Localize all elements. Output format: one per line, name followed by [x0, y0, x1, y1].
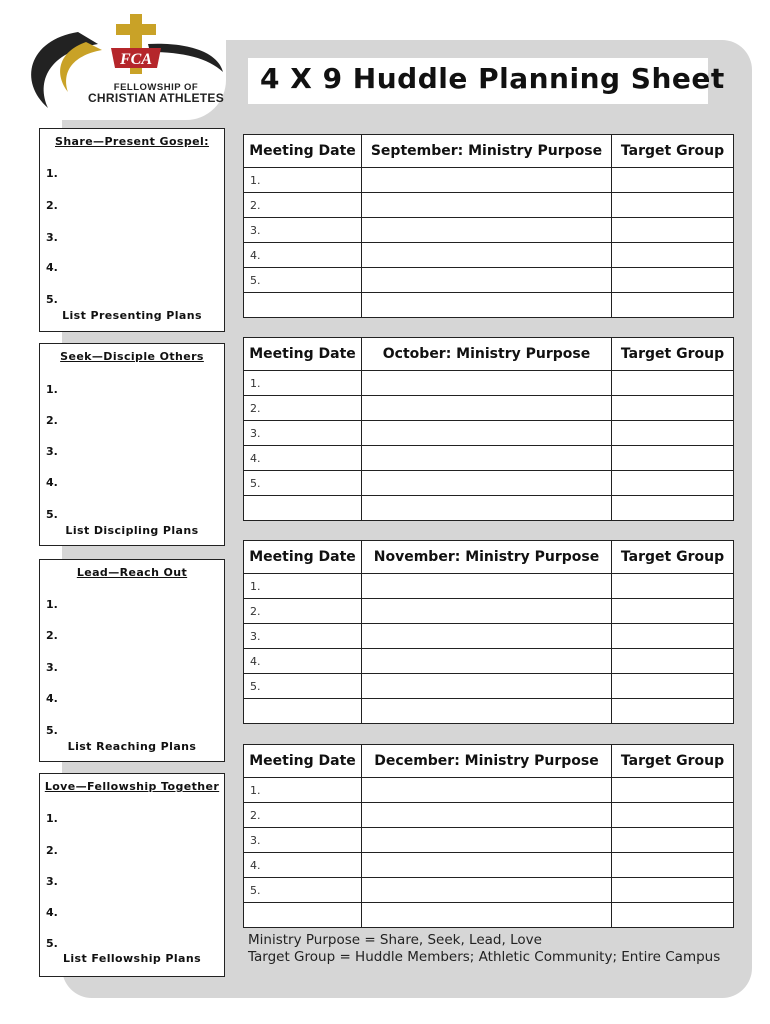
- table-row: 4.: [244, 243, 734, 268]
- list-item: 1.: [46, 167, 58, 180]
- list-item: 2.: [46, 629, 58, 642]
- list-item: 2.: [46, 844, 58, 857]
- table-row: 2.: [244, 599, 734, 624]
- list-item: 5.: [46, 937, 58, 950]
- logo-line2: CHRISTIAN ATHLETES: [87, 91, 225, 105]
- list-item: 1.: [46, 383, 58, 396]
- list-item: 4.: [46, 476, 58, 489]
- header-meeting-date: Meeting Date: [244, 541, 362, 574]
- header-ministry-purpose: December: Ministry Purpose: [362, 745, 612, 778]
- table-row: 5.: [244, 674, 734, 699]
- list-item: 3.: [46, 875, 58, 888]
- section-footer: List Discipling Plans: [65, 524, 199, 537]
- table-row: 1.: [244, 778, 734, 803]
- section-footer: List Fellowship Plans: [62, 952, 202, 965]
- table-row: 5.: [244, 878, 734, 903]
- section-heading: Share—Present Gospel:: [55, 135, 209, 148]
- section-heading: Seek—Disciple Others: [60, 350, 204, 363]
- header-meeting-date: Meeting Date: [244, 135, 362, 168]
- list-item: 2.: [46, 414, 58, 427]
- header-meeting-date: Meeting Date: [244, 745, 362, 778]
- header-ministry-purpose: September: Ministry Purpose: [362, 135, 612, 168]
- table-row: 2.: [244, 396, 734, 421]
- table-row: 2.: [244, 803, 734, 828]
- list-item: 5.: [46, 508, 58, 521]
- section-footer: List Presenting Plans: [62, 309, 202, 322]
- september-table: [243, 134, 734, 318]
- section-footer: List Reaching Plans: [67, 740, 197, 753]
- list-item: 5.: [46, 724, 58, 737]
- header-target-group: Target Group: [612, 338, 734, 371]
- header-target-group: Target Group: [612, 745, 734, 778]
- header-ministry-purpose: October: Ministry Purpose: [362, 338, 612, 371]
- fca-logo: [18, 12, 228, 122]
- header-meeting-date: Meeting Date: [244, 338, 362, 371]
- table-row: 5.: [244, 268, 734, 293]
- table-row: 3.: [244, 218, 734, 243]
- list-item: 3.: [46, 231, 58, 244]
- table-row: 1.: [244, 168, 734, 193]
- table-row: 5.: [244, 471, 734, 496]
- table-row: [244, 699, 734, 724]
- list-item: 5.: [46, 293, 58, 306]
- table-row: 3.: [244, 421, 734, 446]
- table-row: 2.: [244, 193, 734, 218]
- list-item: 4.: [46, 906, 58, 919]
- list-item: 3.: [46, 661, 58, 674]
- lead-section: [39, 559, 225, 762]
- love-section: [39, 773, 225, 977]
- legend-line1: Ministry Purpose = Share, Seek, Lead, Love: [248, 932, 542, 948]
- section-heading: Lead—Reach Out: [76, 566, 188, 579]
- table-row: 4.: [244, 446, 734, 471]
- list-item: 4.: [46, 261, 58, 274]
- table-row: 3.: [244, 624, 734, 649]
- december-table: [243, 744, 734, 928]
- list-item: 1.: [46, 598, 58, 611]
- svg-text:FCA: FCA: [119, 51, 153, 68]
- legend-line2: Target Group = Huddle Members; Athletic Community; Entire Campus: [248, 949, 721, 965]
- logo-line1: FELLOWSHIP OF: [113, 82, 199, 93]
- table-row: 1.: [244, 574, 734, 599]
- page-title: 4 X 9 Huddle Planning Sheet: [260, 62, 725, 95]
- october-table: [243, 337, 734, 521]
- table-row: [244, 903, 734, 928]
- november-table: [243, 540, 734, 724]
- legend: [248, 932, 720, 966]
- list-item: 2.: [46, 199, 58, 212]
- table-row: 1.: [244, 371, 734, 396]
- list-item: 1.: [46, 812, 58, 825]
- table-row: 3.: [244, 828, 734, 853]
- table-row: 4.: [244, 853, 734, 878]
- list-item: 4.: [46, 692, 58, 705]
- section-heading: Love—Fellowship Together: [44, 780, 220, 793]
- table-row: [244, 293, 734, 318]
- header-ministry-purpose: November: Ministry Purpose: [362, 541, 612, 574]
- header-target-group: Target Group: [612, 541, 734, 574]
- header-target-group: Target Group: [612, 135, 734, 168]
- list-item: 3.: [46, 445, 58, 458]
- table-row: 4.: [244, 649, 734, 674]
- fca-emblem-icon: [18, 12, 228, 122]
- seek-section: [39, 343, 225, 546]
- table-row: [244, 496, 734, 521]
- share-section: [39, 128, 225, 332]
